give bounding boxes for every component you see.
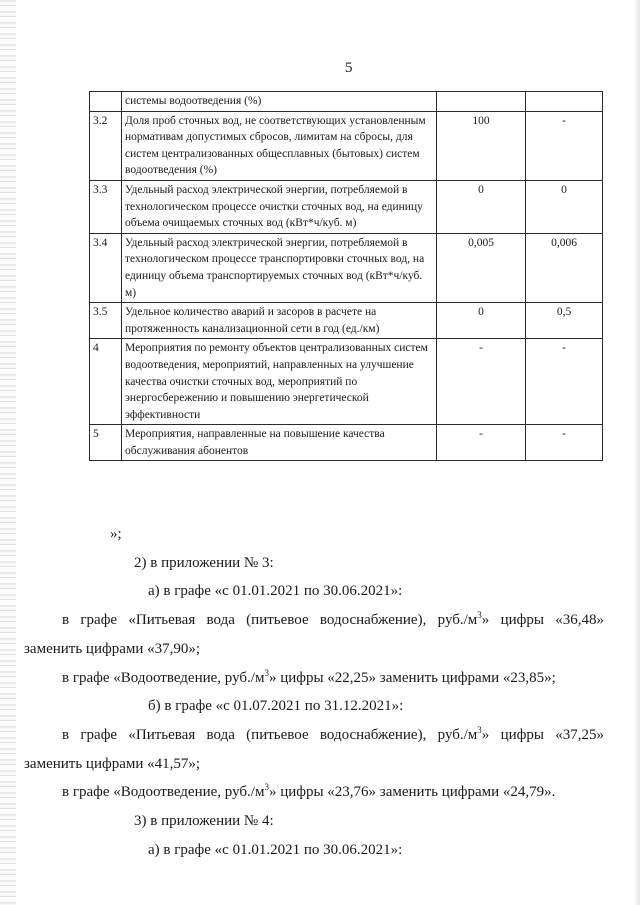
row-value-1 xyxy=(437,92,526,112)
sewage-2-text-a: в графе «Водоотведение, руб./м xyxy=(62,784,265,801)
superscript-3: 3 xyxy=(477,724,482,735)
row-description: Мероприятия, направленные на повышение качества обслуживания абонентов xyxy=(122,425,437,461)
sewage-1-text-b: » цифры «22,25» заменить цифрами «23,85»; xyxy=(268,669,556,686)
indicators-table xyxy=(89,91,603,461)
paragraph-appendix-4: 3) в приложении № 4: xyxy=(134,813,274,830)
document-body xyxy=(24,520,605,864)
row-number xyxy=(90,92,122,112)
row-description: Удельный расход электрической энергии, потребляемой в технологическом процессе очистки сточных вод, на единицу объема очищаемых сточных вод (кВт*ч/куб. м) xyxy=(122,180,437,233)
row-value-2: 0,5 xyxy=(526,303,603,339)
table-row xyxy=(90,339,603,425)
paragraph-period-2: б) в графе «с 01.07.2021 по 31.12.2021»: xyxy=(148,698,404,715)
row-number: 3.3 xyxy=(90,180,122,233)
row-value-2: 0,006 xyxy=(526,233,603,302)
row-value-2: 0 xyxy=(526,180,603,233)
paragraph-sewage-2 xyxy=(24,778,604,807)
sewage-2-text-b: » цифры «23,76» заменить цифрами «24,79». xyxy=(268,784,556,801)
page-number: 5 xyxy=(345,60,353,76)
row-value-1: 0,005 xyxy=(437,233,526,302)
row-value-2: - xyxy=(526,339,603,425)
scan-edge-right xyxy=(634,0,640,905)
table-row xyxy=(90,180,603,233)
row-description: системы водоотведения (%) xyxy=(122,92,437,112)
paragraph-sewage-1 xyxy=(24,664,604,693)
table-row xyxy=(90,233,603,302)
superscript-3: 3 xyxy=(264,667,269,678)
paragraph-period-1: а) в графе «с 01.01.2021 по 30.06.2021»: xyxy=(148,583,403,600)
row-value-1: 0 xyxy=(437,180,526,233)
row-number: 3.2 xyxy=(90,111,122,180)
table-row xyxy=(90,303,603,339)
water-1-text-a: в графе «Питьевая вода (питьевое водоснабжение), руб./м xyxy=(62,612,478,629)
superscript-3: 3 xyxy=(477,610,482,621)
table-row xyxy=(90,92,603,112)
paragraph-appendix-3: 2) в приложении № 3: xyxy=(134,554,274,571)
row-number: 5 xyxy=(90,425,122,461)
water-1-text-b: » цифры «36,48» заменить цифрами «37,90»; xyxy=(24,612,605,657)
row-description: Мероприятия по ремонту объектов централизованных систем водоотведения, мероприятий, направленных на улучшение качества очистки сточных вод, мероприятий по энергосбережению и повышению энергетической эффективности xyxy=(122,339,437,425)
row-value-2: - xyxy=(526,111,603,180)
row-value-2: - xyxy=(526,425,603,461)
table-row xyxy=(90,111,603,180)
water-2-text-b: » цифры «37,25» заменить цифрами «41,57»; xyxy=(24,726,605,772)
row-value-1: - xyxy=(437,425,526,461)
table-row xyxy=(90,425,603,461)
row-value-1: 100 xyxy=(437,111,526,180)
sewage-1-text-a: в графе «Водоотведение, руб./м xyxy=(62,669,265,686)
row-description: Удельный расход электрической энергии, потребляемой в технологическом процессе транспортировки сточных вод, на единицу объема транспортируемых сточных вод (кВт*ч/куб. м) xyxy=(122,233,437,302)
row-description: Доля проб сточных вод, не соответствующих установленным нормативам допустимых сбросов, лимитам на сбросы, для систем централизованных общесплавных (бытовых) систем водоотведения (%) xyxy=(122,111,437,180)
row-value-2 xyxy=(526,92,603,112)
row-number: 3.5 xyxy=(90,303,122,339)
scan-edge-left xyxy=(0,0,16,905)
paragraph-water-1 xyxy=(24,606,604,663)
closing-quote: »; xyxy=(110,526,122,542)
water-2-text-a: в графе «Питьевая вода (питьевое водоснабжение), руб./м xyxy=(62,726,478,743)
paragraph-water-2 xyxy=(24,721,604,778)
superscript-3: 3 xyxy=(264,782,269,793)
row-value-1: - xyxy=(437,339,526,425)
paragraph-period-3: а) в графе «с 01.01.2021 по 30.06.2021»: xyxy=(148,841,403,858)
row-number: 4 xyxy=(90,339,122,425)
row-description: Удельное количество аварий и засоров в расчете на протяженность канализационной сети в год (ед./км) xyxy=(122,303,437,339)
row-number: 3.4 xyxy=(90,233,122,302)
row-value-1: 0 xyxy=(437,303,526,339)
